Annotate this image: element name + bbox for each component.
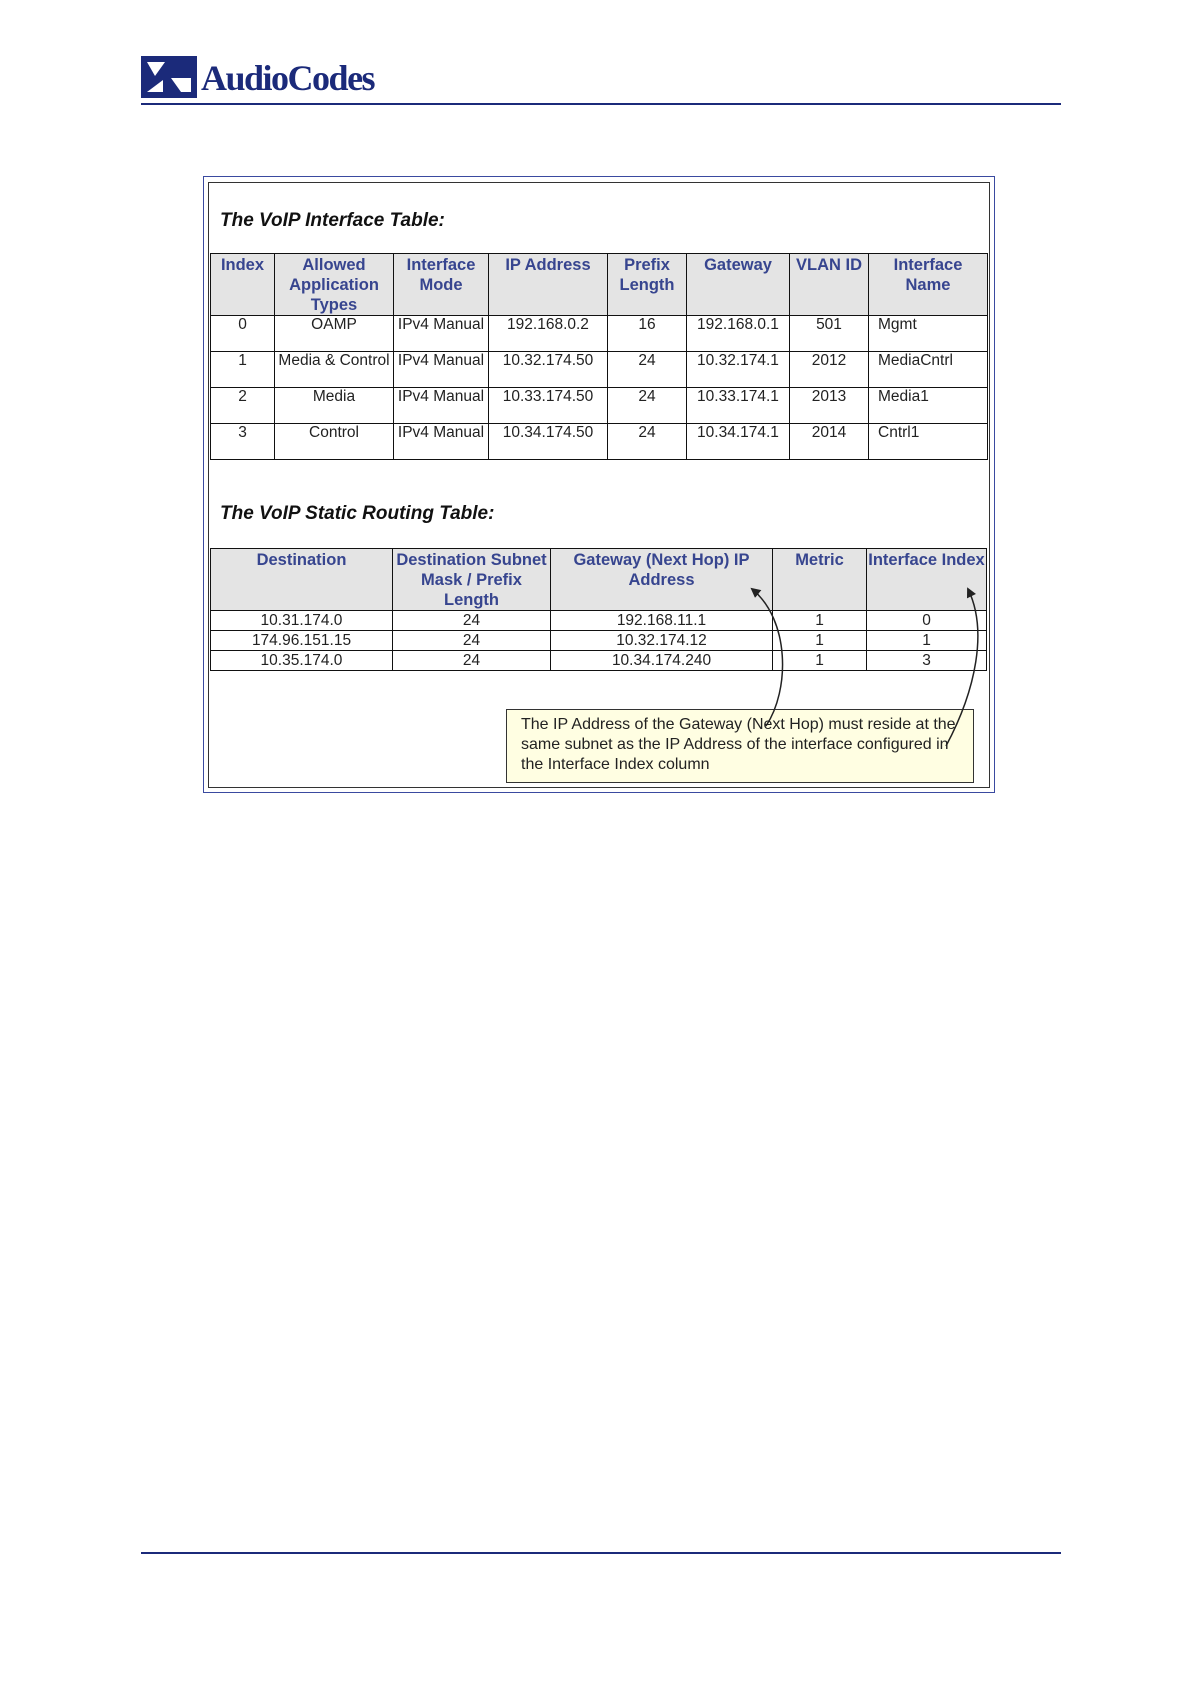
footer-rule [141,1552,1061,1554]
table-cell: 10.32.174.12 [551,631,773,651]
table-cell: 1 [773,651,867,671]
interface-table-header-row [211,254,988,316]
column-header-interface-mode: Interface Mode [394,254,489,316]
column-header-ip-address: IP Address [489,254,608,316]
table-row [211,651,987,671]
table-cell: 10.31.174.0 [211,611,393,631]
table-cell: 192.168.11.1 [551,611,773,631]
column-header-allowed-application-types: Allowed Application Types [275,254,394,316]
table-row [211,316,988,352]
table-cell: 3 [867,651,987,671]
table-cell: IPv4 Manual [394,352,489,388]
table-cell: OAMP [275,316,394,352]
table-cell: 1 [211,352,275,388]
table-cell: 24 [608,424,687,460]
table-cell: 3 [211,424,275,460]
routing-table-title: The VoIP Static Routing Table: [220,503,495,524]
table-cell: 24 [608,388,687,424]
column-header-destination: Destination [211,549,393,611]
table-row [211,611,987,631]
audiocodes-logo [141,54,403,100]
column-header-gateway-next-hop: Gateway (Next Hop) IP Address [551,549,773,611]
header-rule [141,103,1061,105]
table-cell: 24 [393,651,551,671]
routing-table-header-row [211,549,987,611]
column-header-interface-index: Interface Index [867,549,987,611]
table-cell: 1 [773,611,867,631]
table-cell: IPv4 Manual [394,316,489,352]
table-cell: Media & Control [275,352,394,388]
table-cell: 2014 [790,424,869,460]
column-header-subnet-mask: Destination Subnet Mask / Prefix Length [393,549,551,611]
table-cell: 10.32.174.50 [489,352,608,388]
column-header-prefix-length: Prefix Length [608,254,687,316]
audiocodes-logo-icon [141,56,197,98]
table-row [211,388,988,424]
table-cell: 2013 [790,388,869,424]
column-header-index: Index [211,254,275,316]
table-cell: Media [275,388,394,424]
table-cell: 10.34.174.50 [489,424,608,460]
table-row [211,424,988,460]
table-cell: 0 [867,611,987,631]
table-cell: 10.35.174.0 [211,651,393,671]
table-cell: 10.33.174.50 [489,388,608,424]
table-cell: 10.34.174.240 [551,651,773,671]
table-cell: 10.34.174.1 [687,424,790,460]
column-header-metric: Metric [773,549,867,611]
table-cell: 192.168.0.2 [489,316,608,352]
table-cell: Mgmt [869,316,988,352]
column-header-interface-name: Interface Name [869,254,988,316]
table-cell: 10.32.174.1 [687,352,790,388]
table-cell: 2 [211,388,275,424]
table-row [211,631,987,651]
table-cell: MediaCntrl [869,352,988,388]
table-cell: Control [275,424,394,460]
table-cell: 0 [211,316,275,352]
table-cell: 24 [608,352,687,388]
table-cell: 501 [790,316,869,352]
interface-table-title: The VoIP Interface Table: [220,210,445,231]
table-cell: 1 [773,631,867,651]
table-cell: 192.168.0.1 [687,316,790,352]
table-cell: 174.96.151.15 [211,631,393,651]
callout-note: The IP Address of the Gateway (Next Hop) must reside at the same subnet as the IP Address of the interface configured in the Interface Index column [506,709,974,783]
column-header-vlan-id: VLAN ID [790,254,869,316]
table-cell: 16 [608,316,687,352]
table-cell: Media1 [869,388,988,424]
column-header-gateway: Gateway [687,254,790,316]
table-cell: 2012 [790,352,869,388]
table-cell: 24 [393,611,551,631]
table-cell: 24 [393,631,551,651]
table-cell: IPv4 Manual [394,388,489,424]
table-cell: 10.33.174.1 [687,388,790,424]
voip-static-routing-table [210,548,987,671]
table-cell: Cntrl1 [869,424,988,460]
table-cell: 1 [867,631,987,651]
table-row [211,352,988,388]
voip-interface-table [210,253,988,460]
brand-name: AudioCodes [201,58,375,98]
table-cell: IPv4 Manual [394,424,489,460]
